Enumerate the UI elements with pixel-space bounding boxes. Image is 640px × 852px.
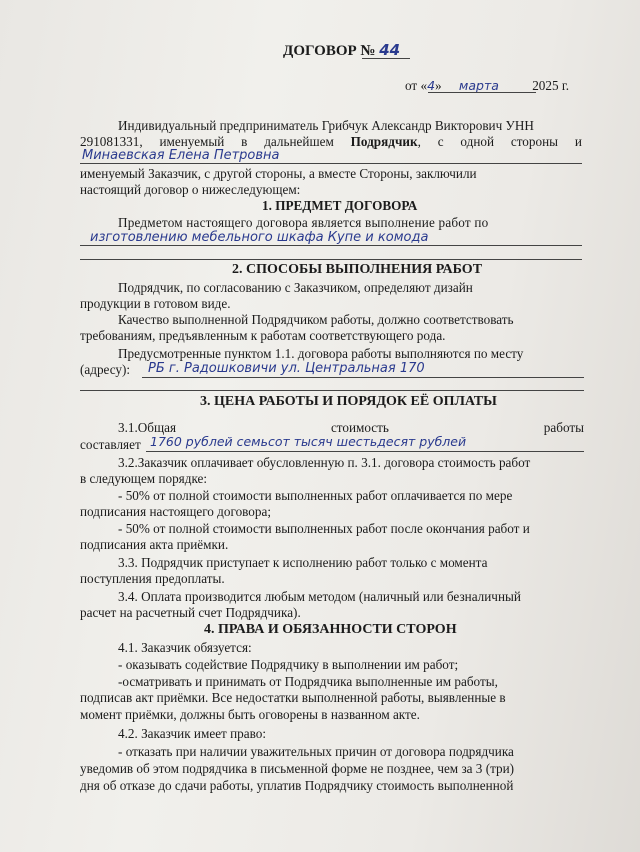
section-4-2a: - отказать при наличии уважительных причин от договора подрядчика xyxy=(118,744,514,759)
date-year: 2025 г. xyxy=(532,78,570,93)
contract-date: от «4» марта 2025 г. xyxy=(405,78,570,93)
section-1-title: 1. ПРЕДМЕТ ДОГОВОРА xyxy=(262,198,418,213)
section-2-p1a: Подрядчик, по согласованию с Заказчиком, определяют дизайн xyxy=(118,280,473,295)
section-1-text: Предметом настоящего договора является выполнение работ по xyxy=(118,215,489,230)
section-3-2e: - 50% от полной стоимости выполненных работ после окончания работ и xyxy=(118,521,530,536)
intro-line-2: 291081331, именуемый в дальнейшем Подрядчик, с одной стороны и xyxy=(80,134,582,149)
section-3-handwriting: 1760 рублей семьсот тысяч шестьдесят рублей xyxy=(150,434,467,449)
section-4-1c: подписав акт приёмки. Все недостатки выполненной работы, выявленные в xyxy=(80,690,506,705)
section-3-2a: 3.2.Заказчик оплачивает обусловленную п. 3.1. договора стоимость работ xyxy=(118,455,531,470)
customer-name: Минаевская Елена Петровна xyxy=(82,148,280,163)
section-3-3a: 3.3. Подрядчик приступает к исполнению работ только с момента xyxy=(118,555,488,570)
date-month: марта xyxy=(458,78,499,93)
contract-number: 44 xyxy=(379,41,401,59)
section-1-handwriting: изготовлению мебельного шкафа Купе и комода xyxy=(90,230,429,245)
section-3-1b: составляет xyxy=(80,437,141,452)
section-4-1: 4.1. Заказчик обязуется: xyxy=(118,640,252,655)
section-2-p3b: (адресу): xyxy=(80,362,131,377)
section-3-3b: поступления предоплаты. xyxy=(80,571,225,586)
section-3-1: 3.1.Общая стоимость работы xyxy=(118,420,584,435)
section-4-1a: - оказывать содействие Подрядчику в выполнении им работ; xyxy=(118,657,459,672)
intro-line-3: именуемый Заказчик, с другой стороны, а вместе Стороны, заключили xyxy=(80,166,477,181)
section-3-4a: 3.4. Оплата производится любым методом (наличный или безналичный xyxy=(118,589,521,604)
section-2-p1b: продукции в готовом виде. xyxy=(80,296,231,311)
section-3-2c: - 50% от полной стоимости выполненных работ оплачивается по мере xyxy=(118,488,513,503)
section-2-p2b: требованиям, предъявленным к работам соответствующего рода. xyxy=(80,328,446,343)
section-4-2c: дня об отказе до сдачи работы, уплатив Подрядчику стоимость выполненной xyxy=(80,778,514,793)
section-3-2d: подписания настоящего договора; xyxy=(80,504,271,519)
section-2-p3a: Предусмотренные пунктом 1.1. договора работы выполняются по месту xyxy=(118,346,524,361)
contract-title xyxy=(283,42,400,59)
section-2-handwriting: РБ г. Радошковичи ул. Центральная 170 xyxy=(148,361,425,376)
section-3-2f: подписания акта приёмки. xyxy=(80,537,229,552)
section-4-2b: уведомив об этом подрядчика в письменной форме не позднее, чем за 3 (три) xyxy=(80,761,515,776)
section-3-title: 3. ЦЕНА РАБОТЫ И ПОРЯДОК ЕЁ ОПЛАТЫ xyxy=(200,394,497,409)
section-4-title: 4. ПРАВА И ОБЯЗАННОСТИ СТОРОН xyxy=(204,622,457,637)
section-3-2b: в следующем порядке: xyxy=(80,471,208,486)
section-3-4b: расчет на расчетный счет Подрядчика). xyxy=(80,605,301,620)
section-2-p2a: Качество выполненной Подрядчиком работы, должно соответствовать xyxy=(118,312,514,327)
section-4-1d: момент приёмки, должны быть оговорены в названном акте. xyxy=(80,707,420,722)
section-2-title: 2. СПОСОБЫ ВЫПОЛНЕНИЯ РАБОТ xyxy=(232,262,483,277)
intro-line-1: Индивидуальный предприниматель Грибчук Александр Викторович УНН xyxy=(118,118,534,133)
section-4-2: 4.2. Заказчик имеет право: xyxy=(118,726,267,741)
date-day: 4 xyxy=(427,78,436,93)
intro-line-4: настоящий договор о нижеследующем: xyxy=(80,182,301,197)
title-prefix: ДОГОВОР № xyxy=(283,43,376,59)
section-4-1b: -осматривать и принимать от Подрядчика выполненные им работы, xyxy=(118,674,498,689)
